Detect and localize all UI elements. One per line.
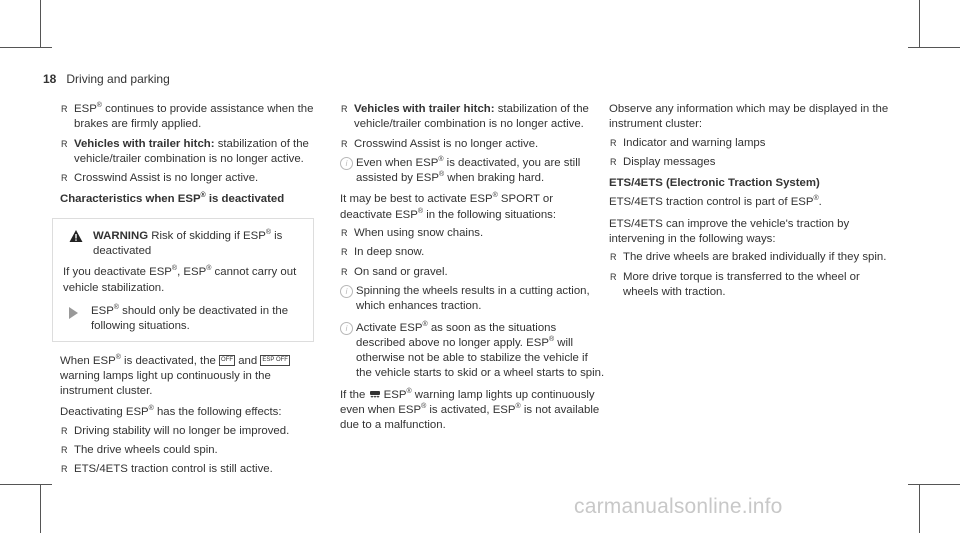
bullet-icon: R — [61, 445, 68, 456]
paragraph: Observe any information which may be displayed in the instrument cluster: — [609, 103, 889, 131]
warning-instruction: ESP® should only be deactivated in the following situations. — [63, 304, 301, 335]
paragraph: It may be best to activate ESP® SPORT or deactivate ESP® in the following situations: — [340, 192, 557, 221]
bullet-icon: R — [341, 138, 348, 149]
list-item: R In deep snow. — [340, 245, 605, 260]
bullet-icon: R — [61, 138, 68, 149]
paragraph: When ESP® is deactivated, the OFF and ESP OFF warning lamps light up continuously in the instrument cluster. — [60, 353, 288, 398]
esp-off-warning-lamp-icon: OFF — [219, 355, 235, 366]
paragraph: Deactivating ESP® has the following effects: — [60, 405, 282, 419]
skid-warning-lamp-icon — [369, 389, 381, 400]
list-item: R Driving stability will no longer be improved. — [60, 424, 322, 439]
section-title: Driving and parking — [66, 72, 170, 86]
crop-mark — [908, 47, 960, 48]
bullet-icon: R — [341, 247, 348, 258]
info-icon: i — [340, 285, 353, 298]
crop-mark — [40, 485, 41, 533]
info-note: i Even when ESP® is deactivated, you are still assisted by ESP® when braking hard. — [340, 156, 605, 187]
list-item: R More drive torque is transferred to the wheel or wheels with traction. — [610, 270, 860, 298]
list-item: R Display messages — [609, 155, 894, 170]
crop-mark — [908, 484, 960, 485]
bullet-icon: R — [610, 137, 617, 148]
list-item: R On sand or gravel. — [340, 265, 605, 280]
column-1 — [60, 102, 322, 482]
esp-off-lamp-icon: ESP OFF — [260, 355, 290, 366]
info-icon: i — [340, 322, 353, 335]
warning-icon — [69, 229, 83, 243]
bullet-icon: R — [61, 464, 68, 475]
page-number: 18 — [43, 72, 57, 86]
list-item: R The drive wheels are braked individually if they spin. — [609, 250, 894, 265]
column-2 — [340, 102, 605, 440]
crop-mark — [919, 0, 920, 48]
bullet-icon: R — [61, 425, 68, 436]
bullet-icon: R — [610, 156, 617, 167]
list-item: R Crosswind Assist is no longer active. — [60, 171, 322, 186]
warning-body: If you deactivate ESP®, ESP® cannot carry out vehicle stabilization. — [63, 265, 297, 294]
column-3 — [609, 102, 894, 304]
crop-mark — [919, 485, 920, 533]
arrow-right-icon — [69, 307, 78, 319]
crop-mark — [0, 484, 52, 485]
crop-mark — [40, 0, 41, 48]
list-item: R Vehicles with trailer hitch: stabilization of the vehicle/trailer combination is no longer active. — [341, 103, 589, 131]
paragraph: If the ESP® warning lamp lights up continuously even when ESP® is activated, ESP® is not available due to a malfunction. — [340, 387, 600, 432]
bullet-icon: R — [610, 252, 617, 263]
list-item: R Vehicles with trailer hitch: stabilization of the vehicle/trailer combination is no longer active. — [61, 137, 309, 165]
list-item: R When using snow chains. — [340, 226, 605, 241]
crop-mark — [0, 47, 52, 48]
info-note: i Spinning the wheels results in a cutting action, which enhances traction. — [340, 284, 605, 315]
info-icon: i — [340, 157, 353, 170]
watermark: carmanualsonline.info — [574, 495, 783, 518]
bullet-icon: R — [61, 173, 68, 184]
section-heading: Characteristics when ESP® is deactivated — [60, 192, 285, 206]
list-item: R Crosswind Assist is no longer active. — [340, 137, 605, 152]
section-heading: ETS/4ETS (Electronic Traction System) — [609, 177, 820, 190]
list-item: R ESP® continues to provide assistance when the brakes are firmly applied. — [61, 102, 314, 131]
list-item: R ETS/4ETS traction control is still active. — [60, 462, 322, 477]
paragraph: ETS/4ETS traction control is part of ESP®. — [609, 195, 822, 209]
paragraph: ETS/4ETS can improve the vehicle's traction by intervening in the following ways: — [609, 217, 850, 246]
warning-title: WARNING Risk of skidding if ESP® is deactivated — [63, 229, 301, 260]
page-header — [43, 72, 170, 86]
bullet-icon: R — [610, 271, 617, 282]
info-note: i Activate ESP® as soon as the situations described above no longer apply. ESP® will otherwise not be able to stabilize the vehicle if the vehicle starts to skid or a wheel starts to spin. — [340, 321, 605, 382]
bullet-icon: R — [61, 104, 68, 114]
bullet-icon: R — [341, 266, 348, 277]
list-item: R Indicator and warning lamps — [609, 136, 894, 151]
bullet-icon: R — [341, 228, 348, 239]
warning-box — [52, 218, 314, 342]
bullet-icon: R — [341, 104, 348, 114]
list-item: R The drive wheels could spin. — [60, 443, 322, 458]
